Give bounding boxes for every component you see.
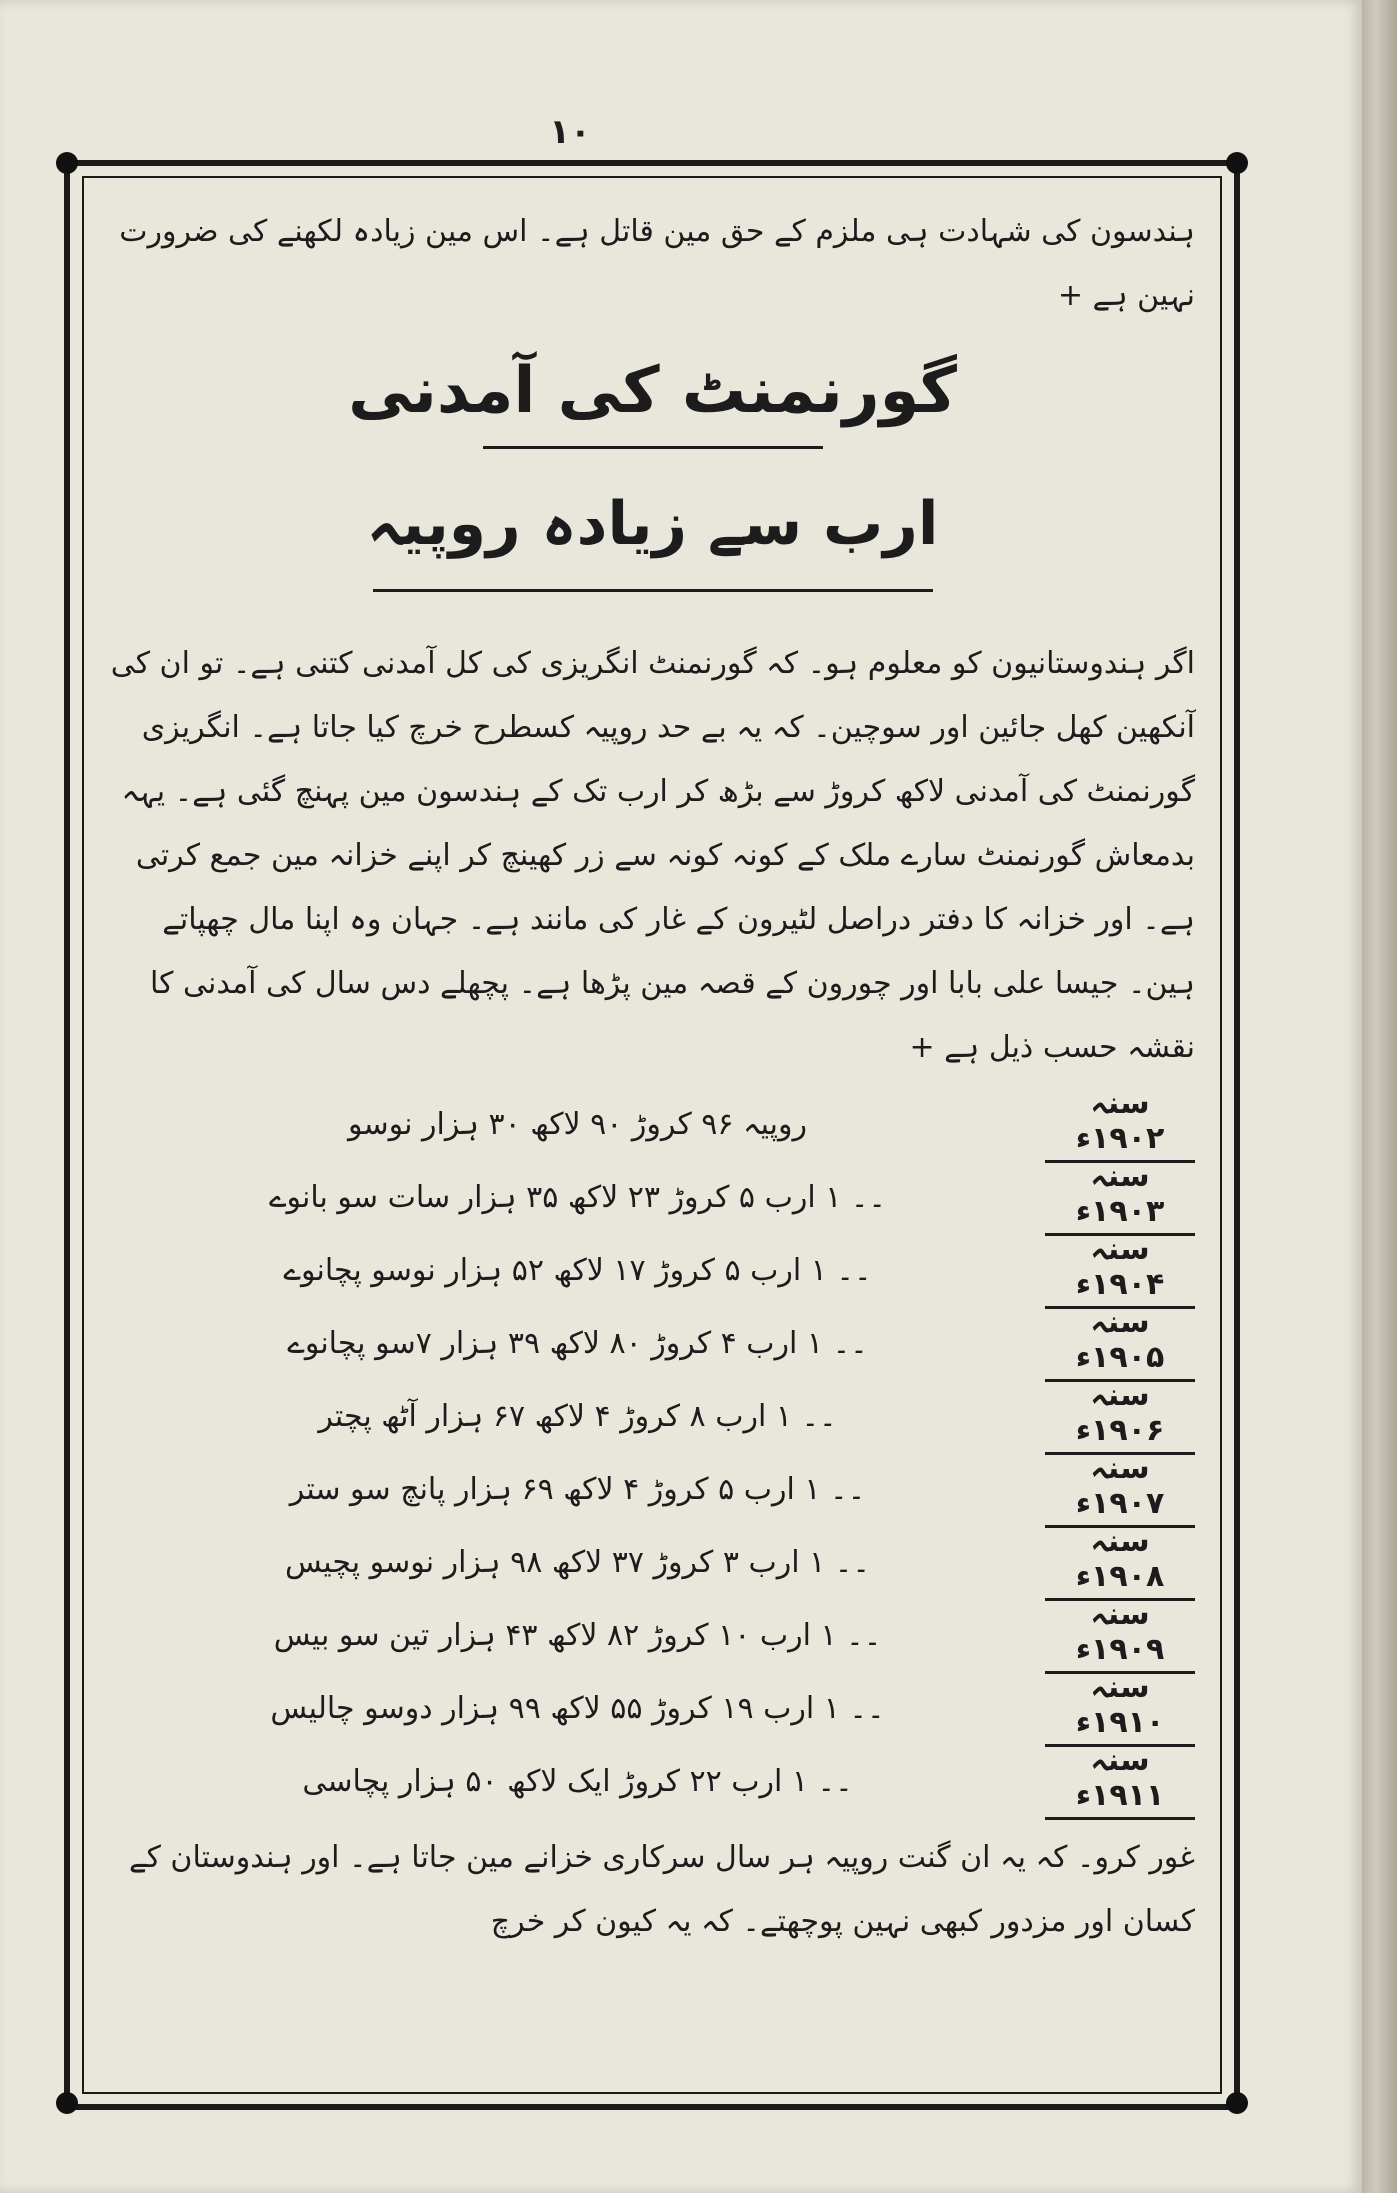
year-cell: سنہ ۱۹۰۲ء	[1045, 1086, 1195, 1163]
revenue-table	[110, 1088, 1195, 1818]
table-row	[110, 1307, 1195, 1380]
amount-cell: ۔۔ ۱ ارب ۲۲ کروڑ ایک لاکھ ۵۰ ہزار پچاسی	[302, 1764, 853, 1799]
amount-cell: ۔۔ ۱ ارب ۵ کروڑ ۴ لاکھ ۶۹ ہزار پانچ سو ستر	[289, 1472, 866, 1507]
amount-cell: ۔۔ ۱ ارب ۳ کروڑ ۳۷ لاکھ ۹۸ ہزار نوسو پچیس	[285, 1545, 870, 1580]
year-cell: سنہ ۱۹۰۹ء	[1045, 1597, 1195, 1674]
amount-cell: ۔۔ ۱ ارب ۱۰ کروڑ ۸۲ لاکھ ۴۳ ہزار تین سو بیس	[273, 1618, 882, 1653]
table-row	[110, 1380, 1195, 1453]
year-cell: سنہ ۱۹۰۵ء	[1045, 1305, 1195, 1382]
page-number: ۱۰	[549, 112, 591, 152]
amount-cell: ۔۔ ۱ ارب ۵ کروڑ ۱۷ لاکھ ۵۲ ہزار نوسو پچانوے	[283, 1253, 872, 1288]
corner-ornament	[56, 2092, 78, 2114]
table-row	[110, 1745, 1195, 1818]
body-paragraph: اگر ہندوستانیون کو معلوم ہو۔ کہ گورنمنٹ انگریزی کی کل آمدنی کتنی ہے۔ تو ان کی آنکھین کھل جائین اور سوچین۔ کہ یہ بے حد روپیہ کسطرح خرچ کیا جاتا ہے۔ انگریزی گورنمنٹ کی آمدنی لاکھ کروڑ سے بڑھ کر ارب تک کے ہندسون مین پہنچ گئی ہے۔ یہہ بدمعاش گورنمنٹ سارے ملک کے کونہ کونہ سے زر کھینچ کر اپنے خزانہ مین جمع کرتی ہے۔ اور خزانہ کا دفتر دراصل لٹیرون کے غار کی مانند ہے۔ جہان وہ اپنا مال چھپاتے ہین۔ جیسا علی بابا اور چورون کے قصہ مین پڑھا ہے۔ پچھلے دس سال کی آمدنی کا نقشہ حسب ذیل ہے +	[110, 646, 1195, 1065]
closing-paragraph: غور کرو۔ کہ یہ ان گنت روپیہ ہر سال سرکاری خزانے مین جاتا ہے۔ اور ہندوستان کے کسان اور مزدور کبھی نہین پوچھتے۔ کہ یہ کیون کر خرچ	[129, 1840, 1195, 1939]
corner-ornament	[1226, 2092, 1248, 2114]
amount-cell: روپیہ ۹۶ کروڑ ۹۰ لاکھ ۳۰ ہزار نوسو	[347, 1107, 808, 1142]
corner-ornament	[56, 152, 78, 174]
table-row	[110, 1526, 1195, 1599]
amount-cell: ۔۔ ۱ ارب ۱۹ کروڑ ۵۵ لاکھ ۹۹ ہزار دوسو چالیس	[270, 1691, 885, 1726]
year-cell: سنہ ۱۹۰۶ء	[1045, 1378, 1195, 1455]
intro-paragraph: ہندسون کی شہادت ہی ملزم کے حق مین قاتل ہے۔ اس مین زیادہ لکھنے کی ضرورت نہین ہے +	[119, 214, 1195, 313]
table-row	[110, 1453, 1195, 1526]
table-row	[110, 1599, 1195, 1672]
table-row	[110, 1672, 1195, 1745]
year-cell: سنہ ۱۹۰۳ء	[1045, 1159, 1195, 1236]
table-row	[110, 1161, 1195, 1234]
page-content	[110, 200, 1195, 1954]
page-subtitle: ارب سے زیادہ روپیہ	[366, 489, 939, 559]
amount-cell: ۔۔ ۱ ارب ۸ کروڑ ۴ لاکھ ۶۷ ہزار آٹھ پچتر	[318, 1399, 837, 1434]
year-cell: سنہ ۱۹۰۸ء	[1045, 1524, 1195, 1601]
page-title: گورنمنٹ کی آمدنی	[348, 354, 957, 428]
subtitle-underline	[373, 589, 933, 592]
year-cell: سنہ ۱۹۱۱ء	[1045, 1743, 1195, 1820]
year-cell: سنہ ۱۹۰۴ء	[1045, 1232, 1195, 1309]
year-cell: سنہ ۱۹۱۰ء	[1045, 1670, 1195, 1747]
page-edge	[1362, 0, 1397, 2193]
corner-ornament	[1226, 152, 1248, 174]
table-row	[110, 1088, 1195, 1161]
year-cell: سنہ ۱۹۰۷ء	[1045, 1451, 1195, 1528]
table-row	[110, 1234, 1195, 1307]
amount-cell: ۔۔ ۱ ارب ۵ کروڑ ۲۳ لاکھ ۳۵ ہزار سات سو بانوے	[268, 1180, 887, 1215]
amount-cell: ۔۔ ۱ ارب ۴ کروڑ ۸۰ لاکھ ۳۹ ہزار ۷سو پچانوے	[287, 1326, 868, 1361]
title-underline	[483, 446, 823, 449]
